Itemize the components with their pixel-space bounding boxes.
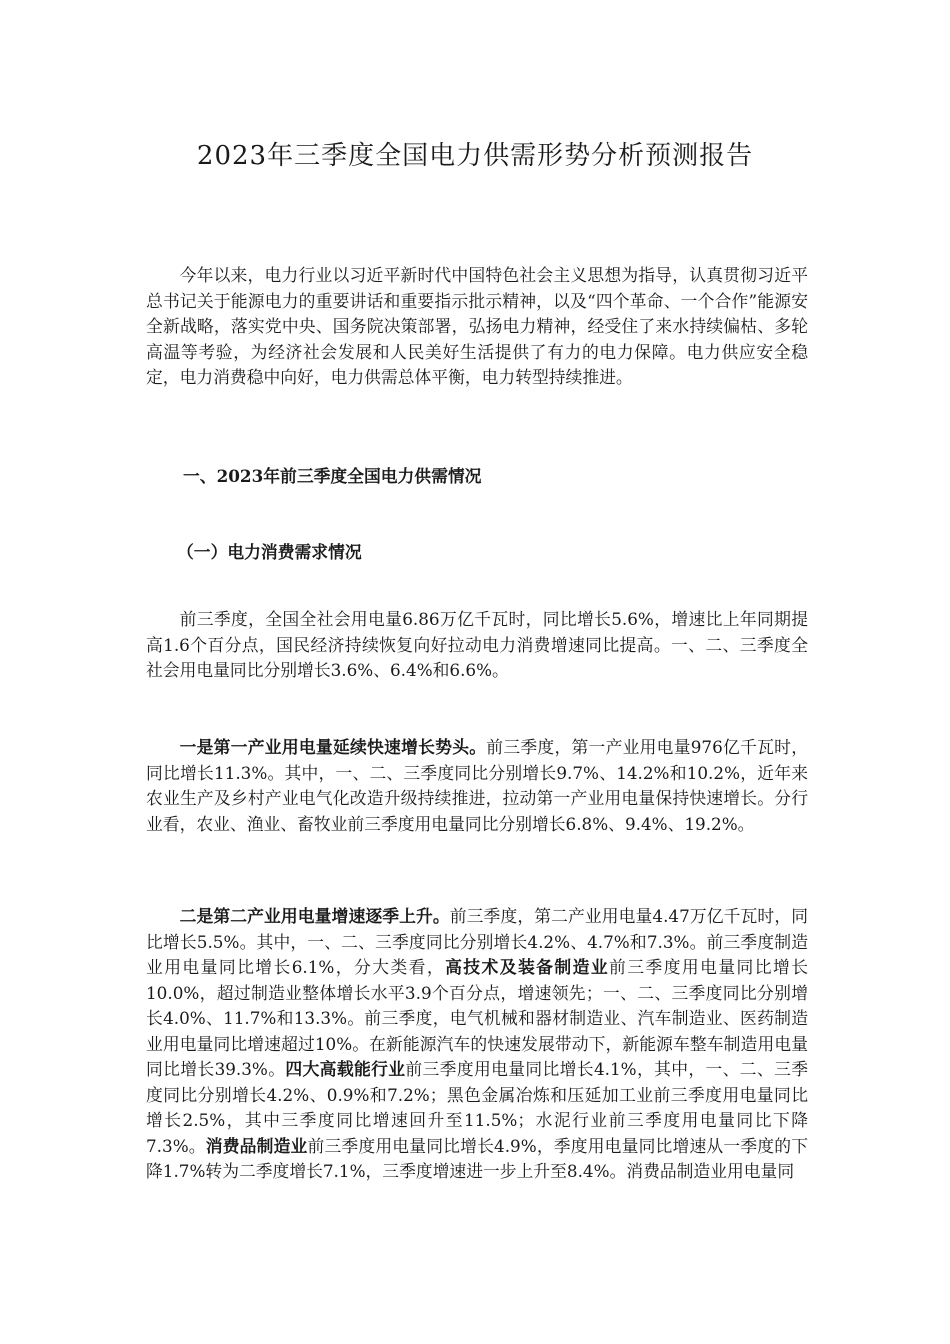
secondary-industry-text-1: 前三季度，第二产业用电量4.47万亿千瓦时，同比增长5.5%。其中，一、二、三季度同比分别增长4.2%、4.7%和7.3%。前三季度制造业用电量同比增长6.1%，分大类看， [146,906,808,977]
secondary-industry-text-3: 前三季度用电量同比增长4.1%，其中，一、二、三季度同比分别增长4.2%、0.9%和7.2%；黑色金属冶炼和压延加工业前三季度用电量同比增长2.5%，其中三季度同比增速回升至11.5%；水泥行业前三季度用电量同比下降7.3%。 [146,1059,808,1156]
secondary-industry-paragraph [146,904,808,1185]
secondary-industry-text-2: 前三季度用电量同比增长10.0%，超过制造业整体增长水平3.9个百分点，增速领先；一、二、三季度同比分别增长4.0%、11.7%和13.3%。前三季度，电气机械和器材制造业、汽车制造业、医药制造业用电量同比增速超过10%。在新能源汽车的快速发展带动下，新能源车整车制造用电量同比增长39.3%。 [146,957,808,1079]
primary-industry-body: 前三季度，第一产业用电量976亿千瓦时，同比增长11.3%。其中，一、二、三季度同比分别增长9.7%、14.2%和10.2%，近年来农业生产及乡村产业电气化改造升级持续推进，拉动第一产业用电量保持快速增长。分行业看，农业、渔业、畜牧业前三季度用电量同比分别增长6.8%、9.4%、19.2%。 [146,737,808,834]
subsection-1-heading: （一）电力消费需求情况 [177,542,362,562]
report-title: 2023年三季度全国电力供需形势分析预测报告 [196,141,754,172]
secondary-industry-text-4: 前三季度用电量同比增长4.9%，季度用电量同比增速从一季度的下降1.7%转为二季度增长7.1%，三季度增速进一步上升至8.4%。消费品制造业用电量同 [146,1135,808,1181]
consumption-overview-paragraph: 前三季度，全国全社会用电量6.86万亿千瓦时，同比增长5.6%，增速比上年同期提高1.6个百分点，国民经济持续恢复向好拉动电力消费增速同比提高。一、二、三季度全社会用电量同比分别增长3.6%、6.4%和6.6%。 [146,609,808,680]
energy-intensive-industries-term: 四大高载能行业 [285,1059,406,1079]
consumer-goods-manufacturing-term: 消费品制造业 [205,1135,308,1156]
section-1-heading: 一、2023年前三季度全国电力供需情况 [183,466,482,486]
primary-industry-lead: 一是第一产业用电量延续快速增长势头。 [179,737,487,757]
primary-industry-paragraph [146,735,808,837]
secondary-industry-lead: 二是第二产业用电量增速逐季上升。 [179,906,450,926]
high-tech-manufacturing-term: 高技术及装备制造业 [445,957,610,977]
intro-paragraph: 今年以来，电力行业以习近平新时代中国特色社会主义思想为指导，认真贯彻习近平总书记关于能源电力的重要讲话和重要指示批示精神，以及“四个革命、一个合作”能源安全新战略，落实党中央、国务院决策部署，弘扬电力精神，经受住了来水持续偏枯、多轮高温等考验，为经济社会发展和人民美好生活提供了有力的电力保障。电力供应安全稳定，电力消费稳中向好，电力供需总体平衡，电力转型持续推进。 [146,265,808,387]
